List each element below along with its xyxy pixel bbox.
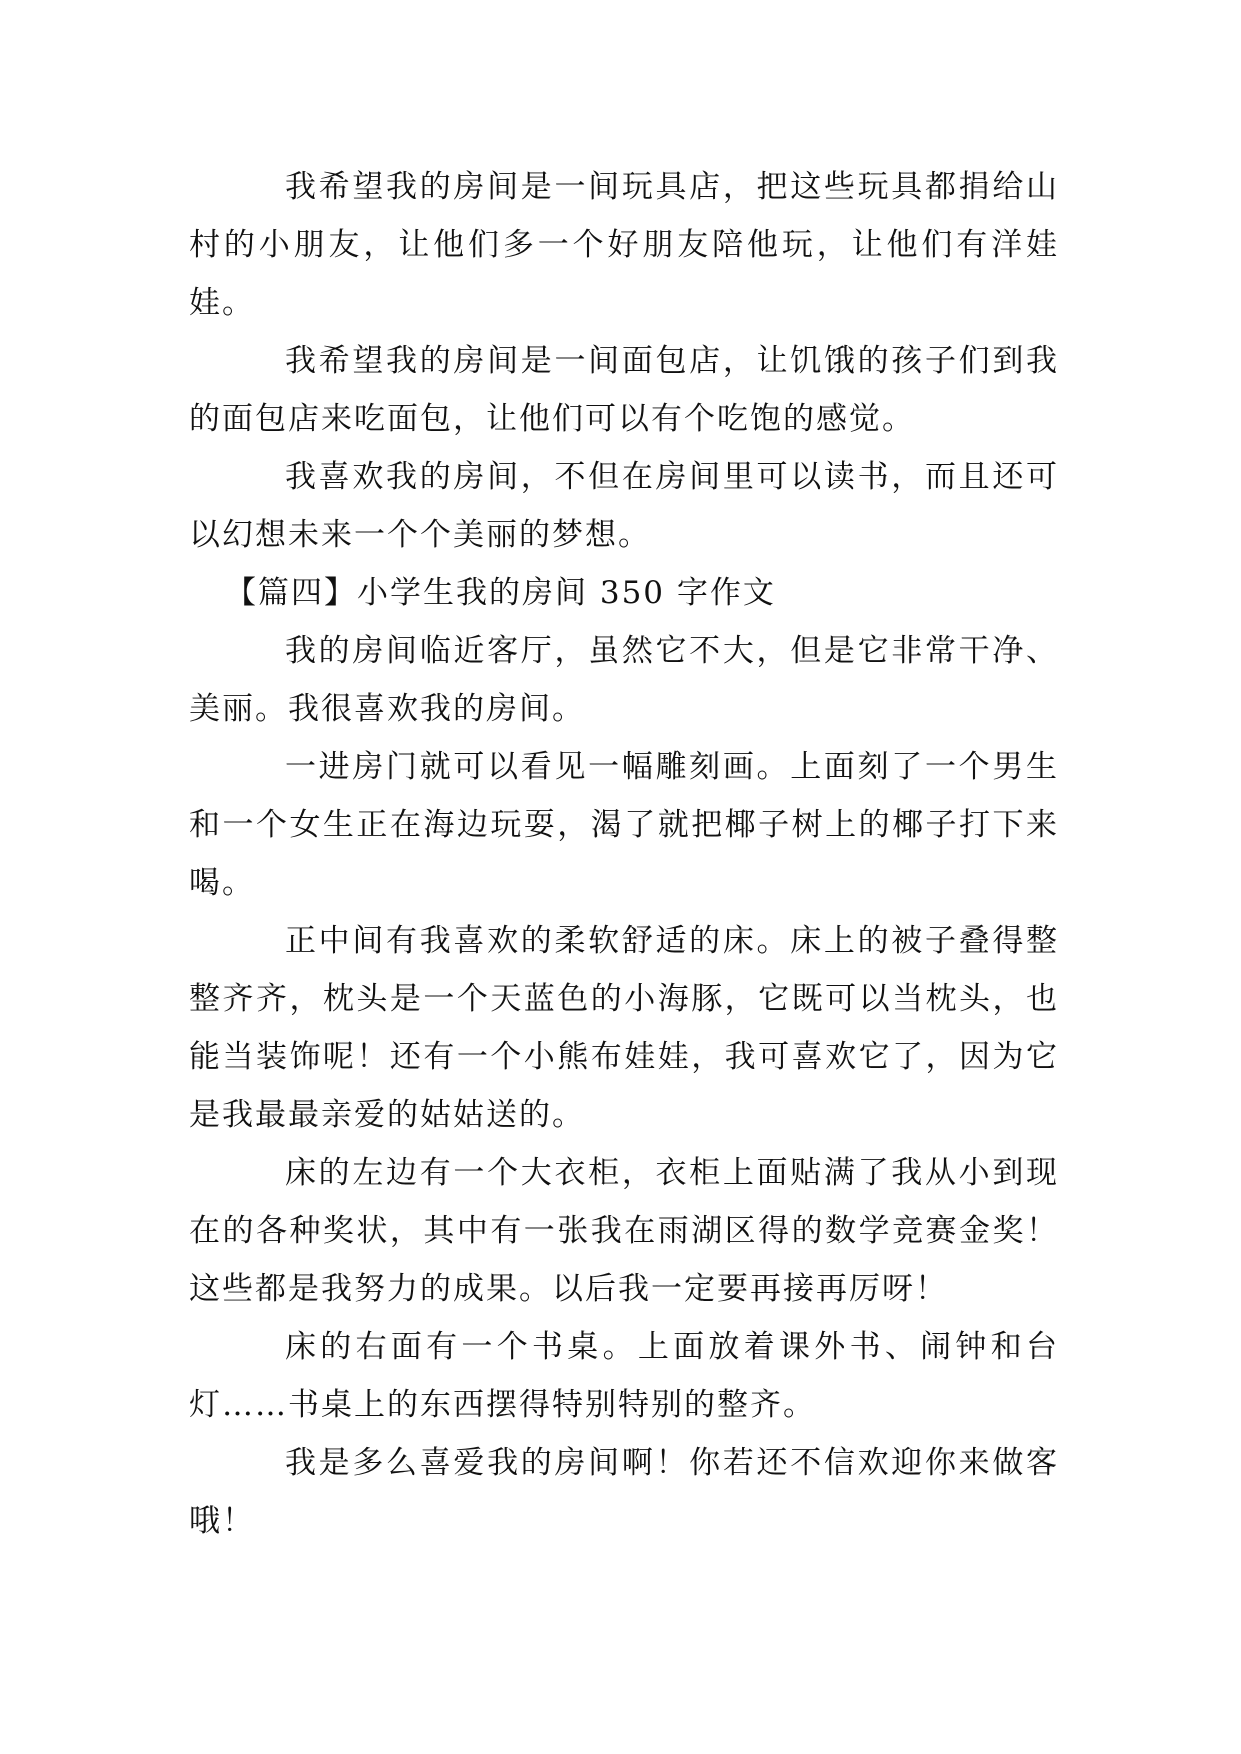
paragraph-dream: 我喜欢我的房间，不但在房间里可以读书，而且还可以幻想未来一个个美丽的梦想。 <box>189 459 1059 553</box>
essay-body <box>189 158 1059 1550</box>
paragraph-toy-shop: 我希望我的房间是一间玩具店，把这些玩具都捐给山村的小朋友，让他们多一个好朋友陪他玩，让他们有洋娃娃。 <box>189 169 1059 321</box>
section-heading: 【篇四】小学生我的房间 350 字作文 <box>225 575 776 611</box>
paragraph-bakery: 我希望我的房间是一间面包店，让饥饿的孩子们到我的面包店来吃面包，让他们可以有个吃饱的感觉。 <box>189 343 1059 437</box>
paragraph-bed: 正中间有我喜欢的柔软舒适的床。床上的被子叠得整整齐齐，枕头是一个天蓝色的小海豚，它既可以当枕头，也能当装饰呢！还有一个小熊布娃娃，我可喜欢它了，因为它是我最最亲爱的姑姑送的。 <box>189 923 1059 1133</box>
paragraph-intro: 我的房间临近客厅，虽然它不大，但是它非常干净、美丽。我很喜欢我的房间。 <box>189 633 1059 727</box>
paragraph-conclusion: 我是多么喜爱我的房间啊！你若还不信欢迎你来做客哦！ <box>189 1445 1059 1539</box>
paragraph-carving: 一进房门就可以看见一幅雕刻画。上面刻了一个男生和一个女生正在海边玩耍，渴了就把椰子树上的椰子打下来喝。 <box>189 749 1059 901</box>
paragraph-desk: 床的右面有一个书桌。上面放着课外书、闹钟和台灯……书桌上的东西摆得特别特别的整齐。 <box>189 1329 1059 1423</box>
paragraph-wardrobe: 床的左边有一个大衣柜，衣柜上面贴满了我从小到现在的各种奖状，其中有一张我在雨湖区得的数学竞赛金奖！这些都是我努力的成果。以后我一定要再接再厉呀！ <box>189 1155 1059 1307</box>
